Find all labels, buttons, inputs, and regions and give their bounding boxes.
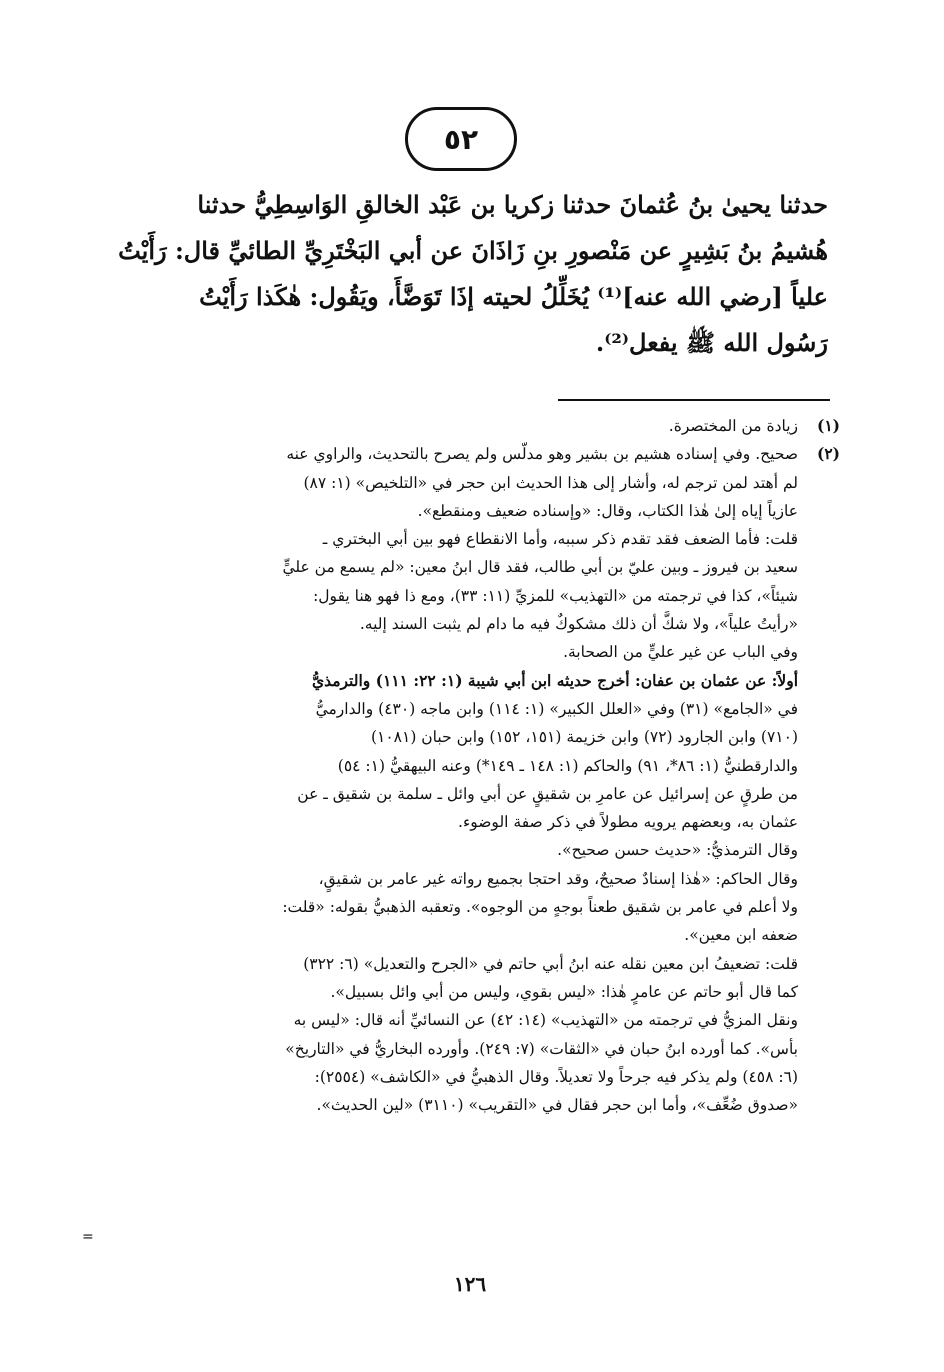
- footnote-body: [95, 440, 798, 1119]
- page-number: ١٢٦: [453, 1272, 487, 1296]
- footnote-separator: [558, 399, 830, 401]
- hadith-number-badge: ٥٢: [405, 107, 517, 171]
- footnote-line: قلت: فأما الضعف فقد تقدم ذكر سببه، وأما الانقطاع فهو بين أبي البختري ـ: [322, 530, 798, 549]
- hadith-line: هُشيمُ بنُ بَشِيرٍ عن مَنْصورِ بنِ زَاذَانَ عن أبي البَخْتَرِيِّ الطائيِّ قال: رَأَيْتُ: [118, 236, 828, 265]
- footnote-line: من طرقٍ عن إسرائيل عن عامرِ بن شقيقٍ عن أبي وائل ـ سلمة بن شقيق ـ عن: [297, 784, 798, 803]
- footnote-line: «رأيتُ علياً»، ولا شكَّ أن ذلك مشكوكٌ فيه ما دام لم يثبت السند إليه.: [359, 615, 798, 634]
- footnote-line: كما قال أبو حاتم عن عامرٍ هٰذا: «ليس بقوي، وليس من أبي وائل بسبيل».: [330, 982, 798, 1001]
- footnote-line: شيئاً»، كذا في ترجمته من «التهذيب» للمزيِّ (١١: ٣٣)، ومع ذا فهو هنا يقول:: [313, 586, 798, 605]
- footnote-line: ولا أعلم في عامر بن شقيق طعناً بوجهٍ من الوجوه». وتعقبه الذهبيُّ بقوله: «قلت:: [282, 898, 798, 917]
- footnote-1: [95, 412, 840, 440]
- footnotes: [95, 412, 840, 1119]
- footnote-line: صحيح. وفي إسناده هشيم بن بشير وهو مدلّس ولم يصرح بالتحديث، والراوي عنه: [286, 445, 798, 464]
- hadith-text: [88, 182, 828, 366]
- hadith-line: رَسُول الله ﷺ يفعل⁽²⁾.: [595, 328, 828, 357]
- footnote-line: قلت: تضعيفُ ابن معين نقله عنه ابنُ أبي حاتم في «الجرح والتعديل» (٦: ٣٢٢): [303, 954, 798, 973]
- footnote-body: [95, 412, 798, 440]
- margin-continuation-mark: =: [82, 1229, 94, 1245]
- footnote-line: وقال الترمذيُّ: «حديث حسن صحيح».: [557, 841, 798, 860]
- footnote-line: في «الجامع» (٣١) وفي «العلل الكبير» (١: ١١٤) وابن ماجه (٤٣٠) والدارميُّ: [315, 699, 798, 718]
- footnote-number: (١): [816, 416, 840, 435]
- footnote-line: ضعفه ابن معين».: [684, 926, 798, 945]
- footnote-2: [95, 440, 840, 1119]
- footnote-line: ونقل المزيُّ في ترجمته من «التهذيب» (١٤: ٤٢) عن النسائيِّ أنه قال: «ليس به: [293, 1011, 798, 1030]
- footnote-line: زيادة من المختصرة.: [668, 417, 798, 435]
- hadith-line: علياً [رضي الله عنه]⁽¹⁾ يُخَلِّلُ لحيته إذَا تَوَضَّأَ، ويَقُول: هٰكَذا رَأَيْتُ: [199, 282, 828, 311]
- footnote-line: «صدوق ضُعِّف»، وأما ابن حجر فقال في «التقريب» (٣١١٠) «لين الحديث».: [316, 1096, 798, 1115]
- footnote-line: أولاً: عن عثمان بن عفان: أخرج حديثه ابن أبي شيبة (١: ٢٢: ١١١) والترمذيُّ: [311, 670, 798, 690]
- footnote-line: لم أهتد لمن ترجم له، وأشار إلى هذا الحديث ابن حجر في «التلخيص» (١: ٨٧): [303, 473, 798, 492]
- footnote-line: (٧١٠) وابن الجارود (٧٢) وابن خزيمة (١٥١، ١٥٢) وابن حبان (١٠٨١): [370, 728, 798, 747]
- footnote-line: والدارقطنيُّ (١: ٨٦*، ٩١) والحاكم (١: ١٤٨ ـ ١٤٩*) وعنه البيهقيُّ (١: ٥٤): [337, 756, 798, 775]
- footnote-line: عازياً إياه إلىٰ هٰذا الكتاب، وقال: «وإسناده ضعيف ومنقطع».: [417, 501, 798, 520]
- footnote-line: وقال الحاكم: «هٰذا إسنادٌ صحيحٌ، وقد احتجا بجميع رواته غير عامر بن شقيقٍ،: [318, 869, 798, 888]
- footnote-number: (٢): [816, 444, 840, 464]
- footnote-line: سعيد بن فيروز ـ وبين عليّ بن أبي طالب، فقد قال ابنُ معين: «لم يسمع من عليٍّ: [282, 558, 798, 577]
- footnote-line: وفي الباب عن غير عليٍّ من الصحابة.: [563, 643, 798, 662]
- footnote-line: بأس». كما أورده ابنُ حبان في «الثقات» (٧: ٢٤٩). وأورده البخاريُّ في «التاريخ»: [285, 1039, 798, 1058]
- footnote-line: عثمان به، وبعضهم يرويه مطولاً في ذكر صفة الوضوء.: [458, 813, 798, 832]
- hadith-line: حدثنا يحيىٰ بنُ عُثمانَ حدثنا زكريا بن عَبْد الخالقِ الوَاسِطِيُّ حدثنا: [197, 190, 828, 219]
- footnote-line: (٦: ٤٥٨) ولم يذكر فيه جرحاً ولا تعديلاً. وقال الذهبيُّ في «الكاشف» (٢٥٥٤):: [314, 1067, 798, 1086]
